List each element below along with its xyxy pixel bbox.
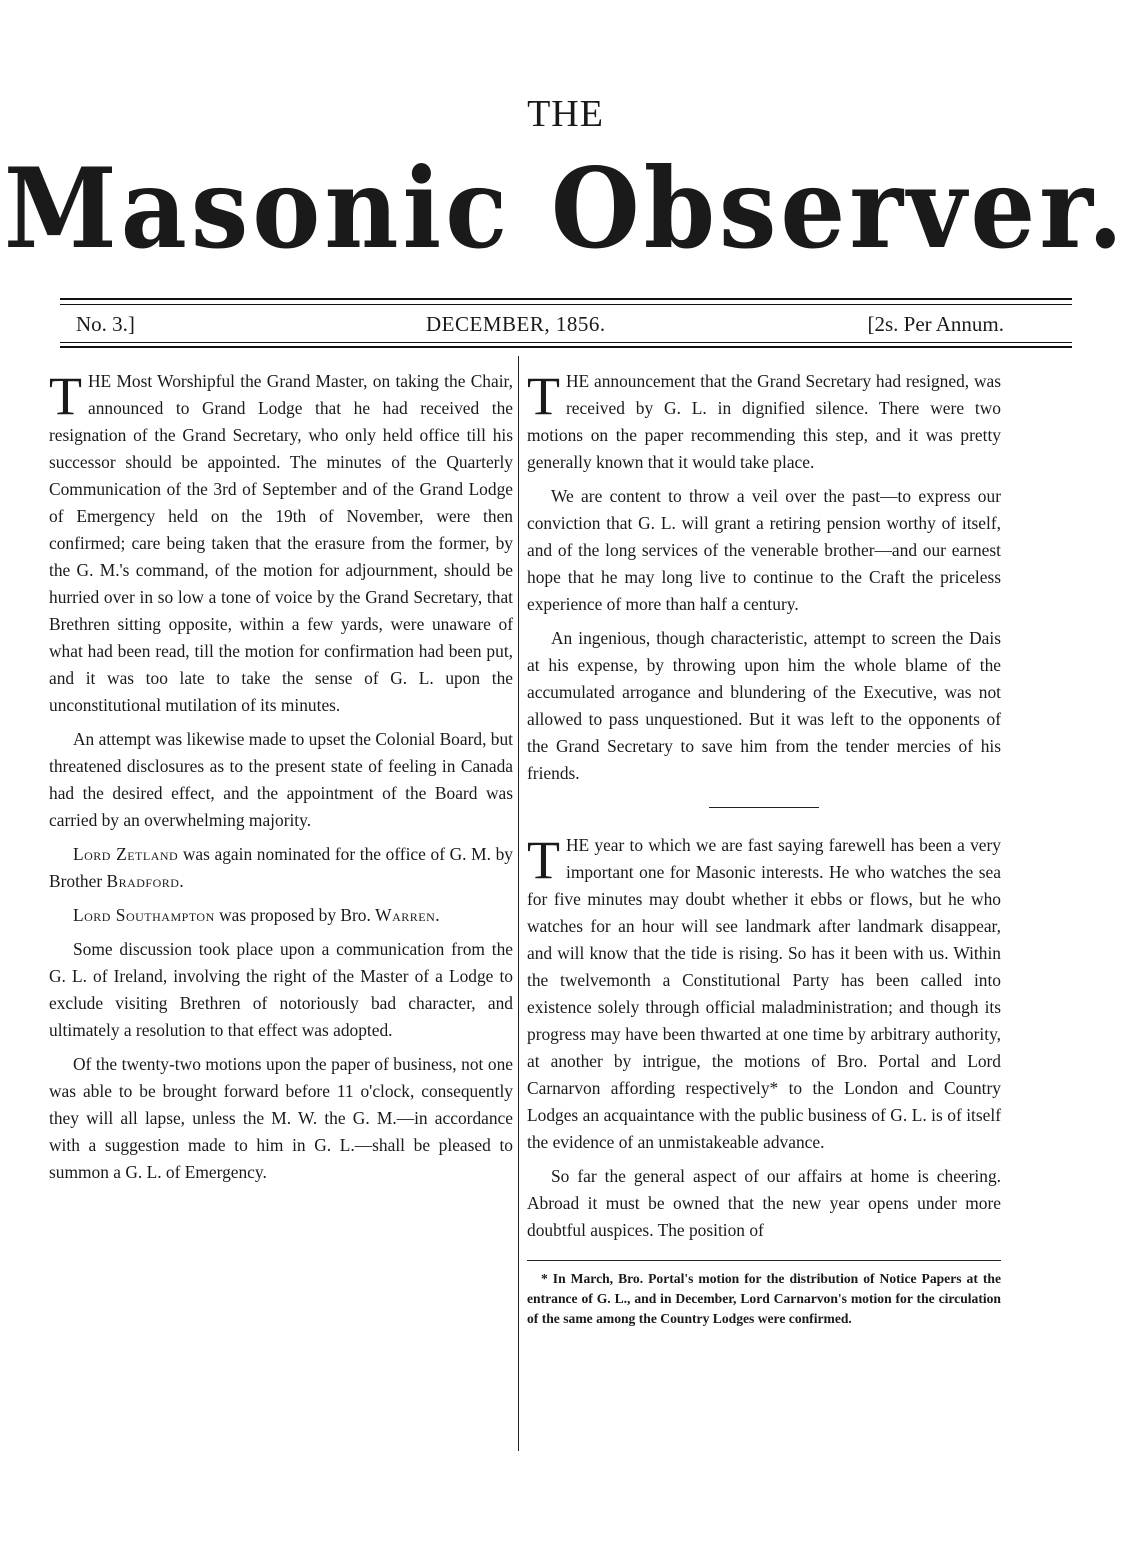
article-paragraph: Some discussion took place upon a communication from the G. L. of Ireland, involving the right of the Master of a Lodge to exclude visiting Brethren of notoriously bad character, and ultimately a resolution to that effect was adopted. — [49, 939, 513, 1040]
header-rule-bottom — [60, 346, 1072, 348]
drop-cap: T — [527, 830, 560, 890]
paragraph-text: was again nominated for the office of G. M. by Brother — [49, 844, 513, 891]
article-paragraph — [49, 841, 513, 895]
nominee-name: Lord Zetland — [73, 844, 179, 864]
paragraph-text: was proposed by Bro. — [219, 905, 371, 925]
header-rule-top — [60, 298, 1072, 300]
header-rule-top-thin — [60, 304, 1072, 305]
issue-date: DECEMBER, 1856. — [426, 312, 606, 336]
proposer-name: Bradford. — [106, 871, 185, 891]
drop-cap: T — [49, 366, 82, 426]
header-rule-bottom-thin — [60, 342, 1072, 343]
paragraph-text: HE year to which we are fast saying farewell has been a very important one for Masonic interests. He who watches the sea for five minutes may doubt whether it ebbs or flows, but he who watches for an hour will see landmark after landmark disappear, and will know that the tide is rising. So has it been with us. Within the twelvemonth a Constitutional Party has been called into existence solely through official maladministration; and though its progress may have been thwarted at one time by arbitrary authority, at another by intrigue, the motions of Bro. Portal and Lord Carnarvon affording respectively* to the London and Country Lodges an acquaintance with the public business of G. L. is of itself the evidence of an unmistakeable advance. — [527, 835, 1001, 1152]
article-paragraph: Of the twenty-two motions upon the paper of business, not one was able to be brought forward before 11 o'clock, consequently they will all lapse, unless the M. W. the G. M.—in accordance with a suggestion made to him in G. L.—shall be pleased to summon a G. L. of Emergency. — [49, 1054, 513, 1182]
issue-number: No. 3.] — [76, 312, 135, 336]
drop-cap: T — [527, 366, 560, 426]
issue-price: [2s. Per Annum. — [867, 312, 1004, 336]
left-column — [49, 368, 513, 1193]
paragraph-text: HE announcement that the Grand Secretary had resigned, was received by G. L. in dignified silence. There were two motions on the paper recommending this step, and it was pretty generally known that it would take place. — [527, 371, 1001, 472]
paragraph-text: HE Most Worshipful the Grand Master, on taking the Chair, announced to Grand Lodge that he had received the resignation of the Grand Secretary, who only held office till his successor should be appointed. The minutes of the Quarterly Communication of the 3rd of September and of the Grand Lodge of Emergency held on the 19th of November, were then confirmed; care being taken that the erasure from the former, by the G. M.'s command, of the motion for adjournment, should be hurried over in so low a tone of voice by the Grand Secretary, that Brethren sitting opposite, within a few yards, were unaware of what had been read, till the motion for confirmation had been put, and it was too late to take the sense of G. L. upon the unconstitutional mutilation of its minutes. — [49, 371, 513, 715]
footnote: * In March, Bro. Portal's motion for the distribution of Notice Papers at the entrance of G. L., and in December, Lord Carnarvon's motion for the circulation of the same among the Country Lodges were confirmed. — [527, 1271, 1001, 1326]
masthead-the: THE — [527, 93, 604, 135]
right-column — [527, 368, 1001, 1329]
nominee-name: Lord Southampton — [73, 905, 215, 925]
article-paragraph — [49, 902, 513, 929]
section-separator — [709, 807, 819, 808]
masthead-title: Masonic Observer. — [3, 144, 1128, 274]
issue-line — [76, 308, 1004, 340]
column-divider — [518, 356, 519, 1451]
proposer-name: Warren. — [375, 905, 441, 925]
article-paragraph: An attempt was likewise made to upset the Colonial Board, but threatened disclosures as to the present state of feeling in Canada had the desired effect, and the appointment of the Board was carried by an overwhelming majority. — [49, 729, 513, 830]
article-paragraph — [49, 368, 513, 719]
article-paragraph: We are content to throw a veil over the past—to express our conviction that G. L. will grant a retiring pension worthy of itself, and of the long services of the venerable brother—and our earnest hope that he may long live to continue to the Craft the priceless experience of more than half a century. — [527, 486, 1001, 614]
article-paragraph: An ingenious, though characteristic, attempt to screen the Dais at his expense, by throwing upon him the whole blame of the accumulated arrogance and blundering of the Executive, was not allowed to pass unquestioned. But it was left to the opponents of the Grand Secretary to save him from the tender mercies of his friends. — [527, 628, 1001, 783]
article-paragraph — [527, 832, 1001, 1156]
footnote-rule — [527, 1260, 1001, 1261]
article-paragraph: So far the general aspect of our affairs at home is cheering. Abroad it must be owned that the new year opens under more doubtful auspices. The position of — [527, 1166, 1001, 1240]
article-paragraph — [527, 368, 1001, 476]
